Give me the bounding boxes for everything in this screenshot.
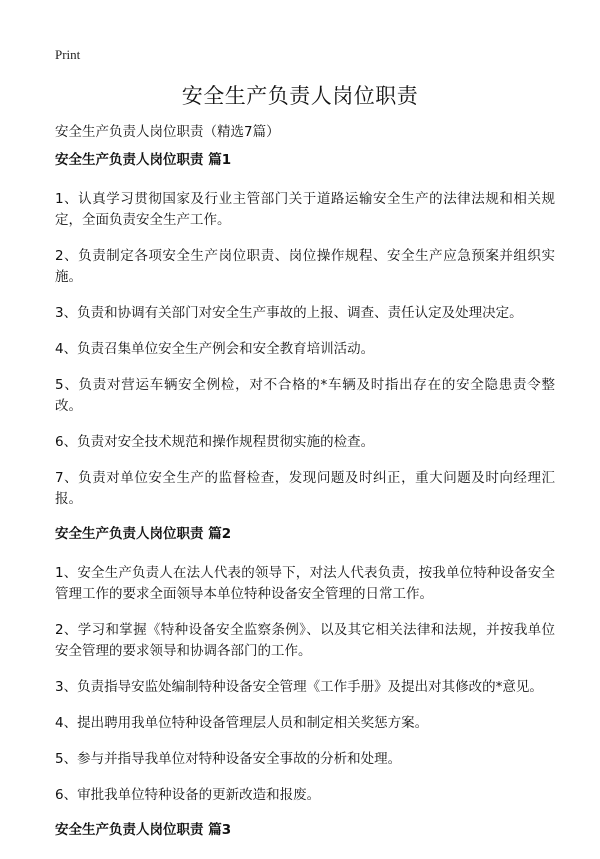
page-title: 安全生产负责人岗位职责 — [181, 84, 419, 108]
section-1 — [55, 151, 555, 510]
document-body — [55, 151, 555, 859]
section-paragraph: 1、认真学习贯彻国家及行业主管部门关于道路运输安全生产的法律法规和相关规定，全面负责安全生产工作。 — [55, 191, 555, 228]
section-paragraph: 5、参与并指导我单位对特种设备安全事故的分析和处理。 — [55, 751, 402, 767]
section-paragraph: 5、负责对营运车辆安全例检，对不合格的*车辆及时指出存在的安全隐患责令整改。 — [55, 377, 555, 414]
section-paragraph: 4、负责召集单位安全生产例会和安全教育培训活动。 — [55, 341, 375, 357]
document-subtitle: 安全生产负责人岗位职责（精选7篇） — [55, 124, 280, 140]
section-paragraph: 6、负责对安全技术规范和操作规程贯彻实施的检查。 — [55, 434, 375, 450]
section-3 — [55, 821, 555, 839]
print-link[interactable]: Print — [55, 47, 81, 62]
section-heading: 安全生产负责人岗位职责 篇1 — [55, 152, 232, 168]
section-paragraph: 3、负责指导安监处编制特种设备安全管理《工作手册》及提出对其修改的*意见。 — [55, 679, 543, 695]
section-paragraph: 1、安全生产负责人在法人代表的领导下，对法人代表负责，按我单位特种设备安全管理工作的要求全面领导本单位特种设备安全管理的日常工作。 — [55, 565, 555, 602]
section-paragraph: 3、负责和协调有关部门对安全生产事故的上报、调查、责任认定及处理决定。 — [55, 305, 523, 321]
section-paragraph: 4、提出聘用我单位特种设备管理层人员和制定相关奖惩方案。 — [55, 715, 429, 731]
section-paragraph: 7、负责对单位安全生产的监督检查，发现问题及时纠正，重大问题及时向经理汇报。 — [55, 470, 555, 507]
section-paragraph: 6、审批我单位特种设备的更新改造和报废。 — [55, 787, 321, 803]
section-heading: 安全生产负责人岗位职责 篇3 — [55, 822, 232, 838]
section-2 — [55, 525, 555, 806]
section-paragraph: 2、负责制定各项安全生产岗位职责、岗位操作规程、安全生产应急预案并组织实施。 — [55, 248, 555, 285]
section-heading: 安全生产负责人岗位职责 篇2 — [55, 526, 232, 542]
section-paragraph: 2、学习和掌握《特种设备安全监察条例》、以及其它相关法律和法规，并按我单位安全管理的要求领导和协调各部门的工作。 — [55, 622, 555, 659]
